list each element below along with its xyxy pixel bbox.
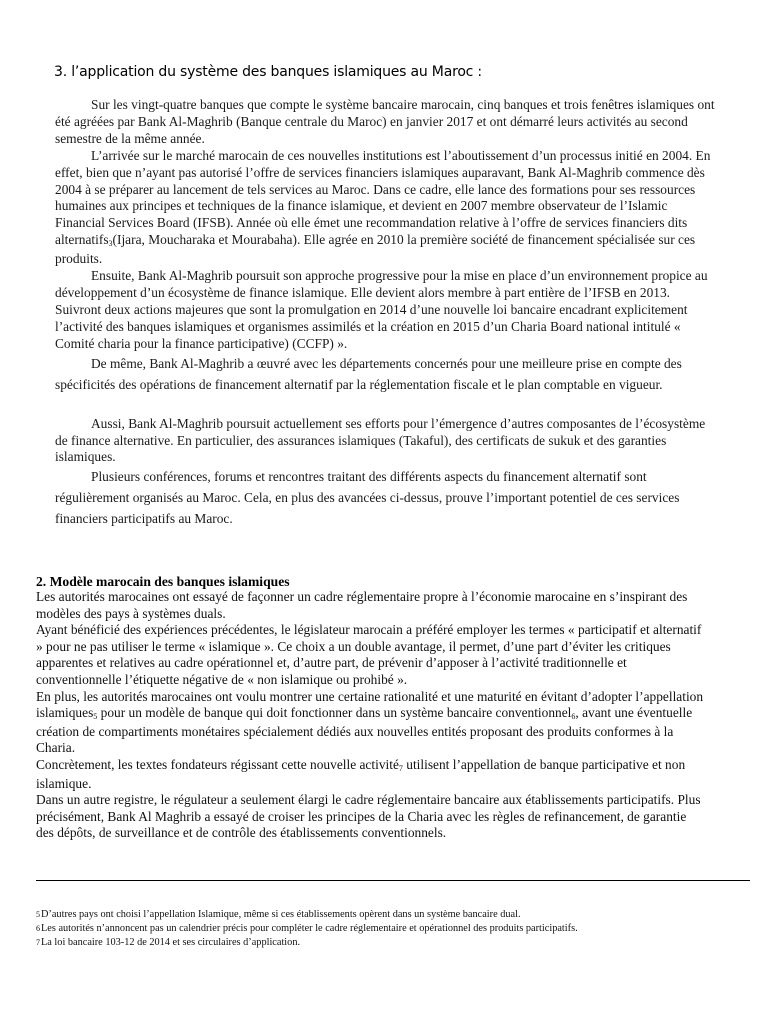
paragraph-text: L’arrivée sur le marché marocain de ces nouvelles institutions est l’aboutissement d’un processus initié en 2004. En effet, bien que n’ayant pas autorisé l’offre de services financiers islamiques auparavant, Bank Al-Maghrib commence dès 2004 à se préparer au lancement de tels services au Maroc. Dans ce cadre, elle lance des formations pour ses ressources humaines aux principes et techniques de la finance islamique, et devient en 2007 membre observateur de l’Islamic Financial Services Board (IFSB). Année où elle émet une recommandation relative à l’offre de services financiers dits alternatifs bbox=[55, 147, 711, 248]
section-2-body bbox=[36, 589, 704, 842]
paragraph: Les autorités marocaines ont essayé de façonner un cadre réglementaire propre à l’économie marocaine en s’inspirant des modèles des pays à systèmes duals. bbox=[36, 589, 688, 621]
footnote-divider bbox=[36, 880, 750, 881]
paragraph: Aussi, Bank Al-Maghrib poursuit actuellement ses efforts pour l’émergence d’autres composantes de l’écosystème de finance alternative. En particulier, des assurances islamiques (Takaful), des certificats de sukuk et des garanties islamiques. bbox=[55, 415, 706, 465]
paragraph: Ayant bénéficié des expériences précédentes, le législateur marocain a préféré employer les termes « participatif et alternatif » pour ne pas utiliser le terme « islamique ». Ce choix a un double avantage, il permet, d’une part d’éviter les critiques apparentes et relatives au cadre opérationnel et, d’autre part, de prévenir d’apposer à l’activité traditionnelle et conventionnelle l’étiquette négative de « non islamique ou prohibé ». bbox=[36, 622, 702, 687]
blank-line bbox=[55, 395, 715, 416]
section-3-body bbox=[55, 97, 715, 529]
paragraph: Sur les vingt-quatre banques que compte le système bancaire marocain, cinq banques et trois fenêtres islamiques ont été agréées par Bank Al-Maghrib (Banque centrale du Maroc) en janvier 2017 et ont démarré leurs activités au second semestre de la même année. bbox=[55, 97, 715, 146]
paragraph-text: pour un modèle de banque qui doit fonctionner dans un système bancaire conventionnel bbox=[97, 705, 572, 721]
paragraph-text: , avant une éventuelle création de compartiments monétaires spécialement dédiés aux nouvelles entités proposant des produits conformes à la Charia. bbox=[36, 705, 693, 756]
footnote bbox=[36, 922, 750, 936]
footnote-mark: 5 bbox=[36, 910, 40, 919]
footnote-text: La loi bancaire 103-12 de 2014 et ses circulaires d’application. bbox=[41, 937, 301, 949]
paragraph-text: Concrètement, les textes fondateurs régissant cette nouvelle activité bbox=[36, 756, 399, 772]
footnote bbox=[36, 936, 750, 950]
footnote-text: D’autres pays ont choisi l’appellation Islamique, même si ces établissements opèrent dans un système bancaire dual. bbox=[41, 909, 521, 920]
paragraph bbox=[55, 148, 715, 268]
paragraph: Plusieurs conférences, forums et rencontres traitant des différents aspects du financement alternatif sont régulièrement organisés au Maroc. Cela, en plus des avancées ci-dessus, prouve l’important potentiel de ces services financiers participatifs au Maroc. bbox=[55, 469, 680, 527]
paragraph: De même, Bank Al-Maghrib a œuvré avec les départements concernés pour une meilleure prise en compte des spécificités des opérations de financement alternatif par la réglementation fiscale et le plan comptable en vigueur. bbox=[55, 355, 682, 392]
paragraph bbox=[36, 757, 704, 792]
footnote-mark: 7 bbox=[36, 938, 40, 948]
paragraph-text: En plus, les autorités marocaines ont voulu montrer une certaine rationalité et une maturité en évitant d’adopter l’appellation islamiques bbox=[36, 688, 704, 721]
section-2-heading: 2. Modèle marocain des banques islamiques bbox=[36, 574, 290, 589]
paragraph: Ensuite, Bank Al-Maghrib poursuit son approche progressive pour la mise en place d’un environnement propice au développement d’un écosystème de finance islamique. Elle devient alors membre à part entière de l’IFSB en 2013. Suivront deux actions majeures que sont la promulgation en 2014 d’une nouvelle loi bancaire encadrant explicitement l’activité des banques islamiques et organismes assimilés et la création en 2015 d’un Charia Board national intitulé « Comité charia pour la finance participative) (CCFP) ». bbox=[55, 268, 708, 351]
footnote-ref[interactable]: 6 bbox=[571, 712, 576, 722]
footnotes bbox=[36, 908, 750, 951]
paragraph: Dans un autre registre, le régulateur a seulement élargi le cadre réglementaire bancaire aux établissements participatifs. Plus précisément, Bank Al Maghrib a essayé de croiser les principes de la Charia avec les règles de refinancement, de garantie des dépôts, de surveillance et de contrôle des établissements conventionnels. bbox=[36, 792, 701, 841]
paragraph bbox=[36, 689, 704, 757]
footnote-ref[interactable]: 7 bbox=[398, 763, 403, 773]
footnote bbox=[36, 908, 750, 922]
footnote-ref[interactable]: 5 bbox=[93, 712, 98, 722]
paragraph-text: (Ijara, Moucharaka et Mourabaha). Elle agrée en 2010 la première société de financement spécialisée sur ces produits. bbox=[55, 232, 696, 267]
paragraph-text: utilisent l’appellation de banque participative et non islamique. bbox=[36, 756, 686, 791]
section-3-heading: 3. l’application du système des banques islamiques au Maroc : bbox=[54, 64, 482, 80]
footnote-text: Les autorités n’annoncent pas un calendrier précis pour compléter le cadre réglementaire et opérationnel des produits participatifs. bbox=[41, 923, 578, 935]
footnote-ref[interactable]: 3 bbox=[108, 239, 113, 249]
footnote-mark: 6 bbox=[36, 924, 40, 934]
